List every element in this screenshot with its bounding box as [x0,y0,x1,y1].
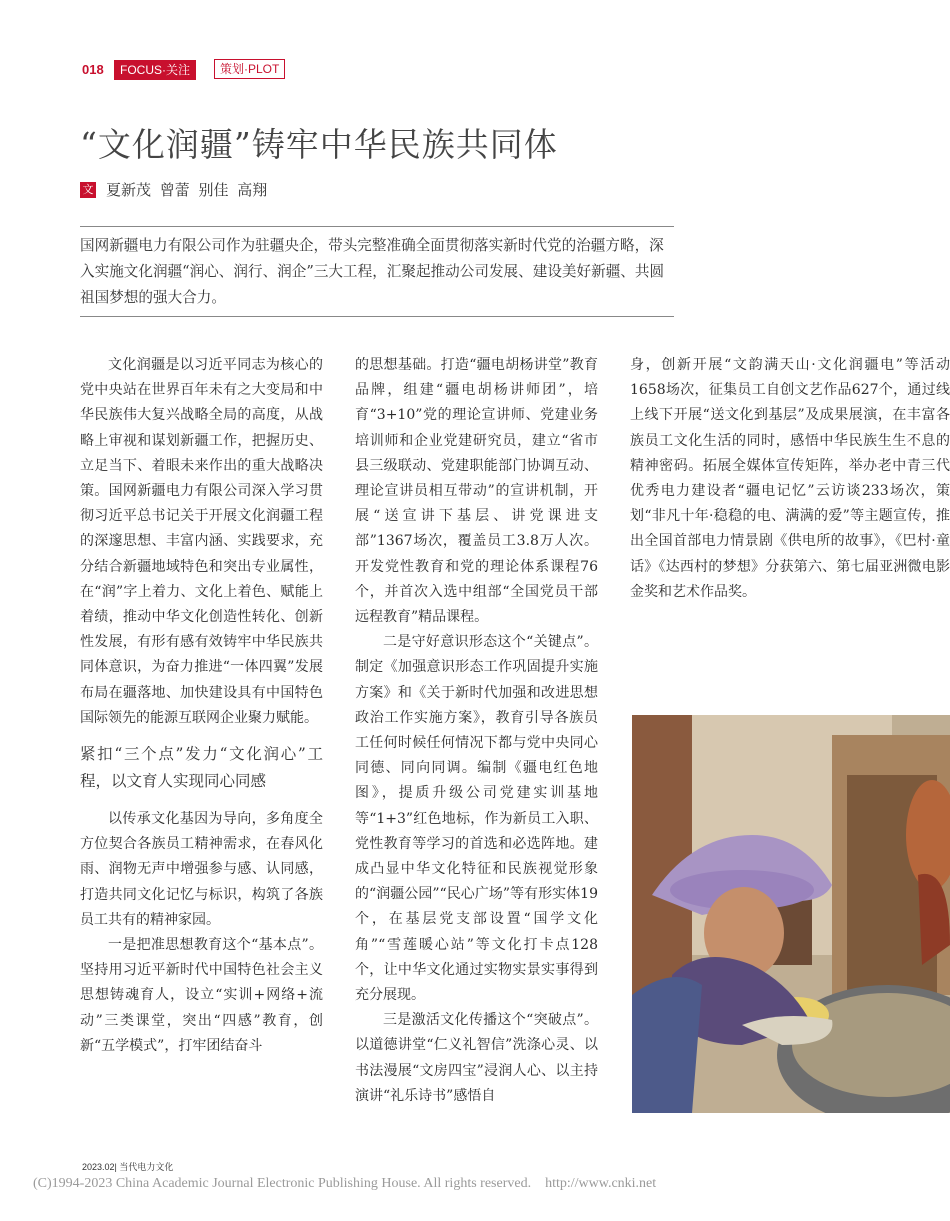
footer-separator: | [114,1162,120,1172]
body-paragraph: 二是守好意识形态这个“关键点”。制定《加强意识形态工作巩固提升实施方案》和《关于新时代加强和改进思想政治工作实施方案》，教育引导各族员工任何时候任何情况下都与党中央同心同德、同向同调。编制《疆电红色地图》，提质升级公司党建实训基地等“1+3”红色地标，作为新员工入职、党性教育等学习的首选和必选阵地。建成凸显中华文化特征和民族视觉形象的“润疆公园”“民心广场”等有形实体19个，在基层党支部设置“国学文化角”“雪莲暖心站”等文化打卡点128个，让中华文化通过实物实景实事得到充分展现。 [355,634,598,1004]
article-photo [632,715,950,1113]
body-paragraph: 文化润疆是以习近平同志为核心的党中央站在世界百年未有之大变局和中华民族伟大复兴战略全局的高度，从战略上审视和谋划新疆工作，把握历史、立足当下、着眼未来作出的重大战略决策。国网新疆电力有限公司深入学习贯彻习近平总书记关于开展文化润疆工程的深邃思想、丰富内涵、实践要求，充分结合新疆地域特色和突出专业属性，在“润”字上着力、文化上着色、赋能上着绩，推动中华文化创造性转化、创新性发展，有形有感有效铸牢中华民族共同体意识，为奋力推进“一体四翼”发展布局在疆落地、加快建设具有中国特色国际领先的能源互联网企业聚力赋能。 [80,357,323,726]
magazine-name: 当代电力文化 [119,1162,174,1172]
body-paragraph: 一是把准思想教育这个“基本点”。坚持用习近平新时代中国特色社会主义思想铸魂育人，设立“实训+网络+流动”三类课堂，突出“四感”教育，创新“五学模式”，打牢团结奋斗 [80,937,323,1054]
section-subheading: 紧扣“三个点”发力“文化润心”工程，以文育人实现同心同感 [80,745,323,791]
body-paragraph: 身，创新开展“文韵满天山·文化润疆电”等活动1658场次，征集员工自创文艺作品627个，通过线上线下开展“送文化到基层”及成果展演，在丰富各族员工文化生活的同时，感悟中华民族生生不息的精神密码。拓展全媒体宣传矩阵，举办老中青三代优秀电力建设者“疆电记忆”云访谈233场次，策划“非凡十年·稳稳的电、满满的爱”等主题宣传，推出全国首部电力情景剧《供电所的故事》，《巴村·童话》《达西村的梦想》分获第六、第七届亚洲微电影金奖和艺术作品奖。 [630,357,950,600]
copyright-watermark: (C)1994-2023 China Academic Journal Electronic Publishing House. All rights reserved. http://www.cnki.net [33,1176,657,1191]
issue-number: 2023.02 [82,1162,115,1172]
abstract-bottom-rule [80,316,674,317]
body-column-1 [80,353,323,1059]
section-tag-plot: 策划·PLOT [214,59,285,79]
section-tag-focus: FOCUS·关注 [114,60,196,80]
body-paragraph: 以传承文化基因为导向，多角度全方位契合各族员工精神需求，在春风化雨、润物无声中增强参与感、认同感，打造共同文化记忆与标识，构筑了各族员工共有的精神家园。 [80,811,323,928]
body-column-2 [355,353,598,1109]
page-number: 018 [82,62,104,77]
issue-footer [82,1160,173,1173]
article-abstract: 国网新疆电力有限公司作为驻疆央企，带头完整准确全面贯彻落实新时代党的治疆方略，深入实施文化润疆“润心、润行、润企”三大工程，汇聚起推动公司发展、建设美好新疆、共圆祖国梦想的强大合力。 [80,237,665,306]
abstract-top-rule [80,226,674,227]
body-column-3 [630,353,950,605]
body-paragraph: 三是激活文化传播这个“突破点”。以道德讲堂“仁义礼智信”洗涤心灵、以书法漫展“文房四宝”浸润人心、以主持演讲“礼乐诗书”感悟自 [355,1012,598,1104]
body-paragraph: 的思想基础。打造“疆电胡杨讲堂”教育品牌，组建“疆电胡杨讲师团”，培育“3+10”党的理论宣讲师、党建业务培训师和企业党建研究员，建立“省市县三级联动、党建职能部门协调互动、理论宣讲员相互带动”的宣讲机制，开展“送宣讲下基层、讲党课进支部”1367场次，覆盖员工3.8万人次。开发党性教育和党的理论体系课程76个，并首次入选中组部“全国党员干部远程教育”精品课程。 [355,357,598,626]
byline-mark: 文 [80,182,96,198]
article-title: “文化润疆”铸牢中华民族共同体 [80,125,558,164]
byline-authors: 夏新茂 曾蕾 别佳 高翔 [106,181,268,199]
